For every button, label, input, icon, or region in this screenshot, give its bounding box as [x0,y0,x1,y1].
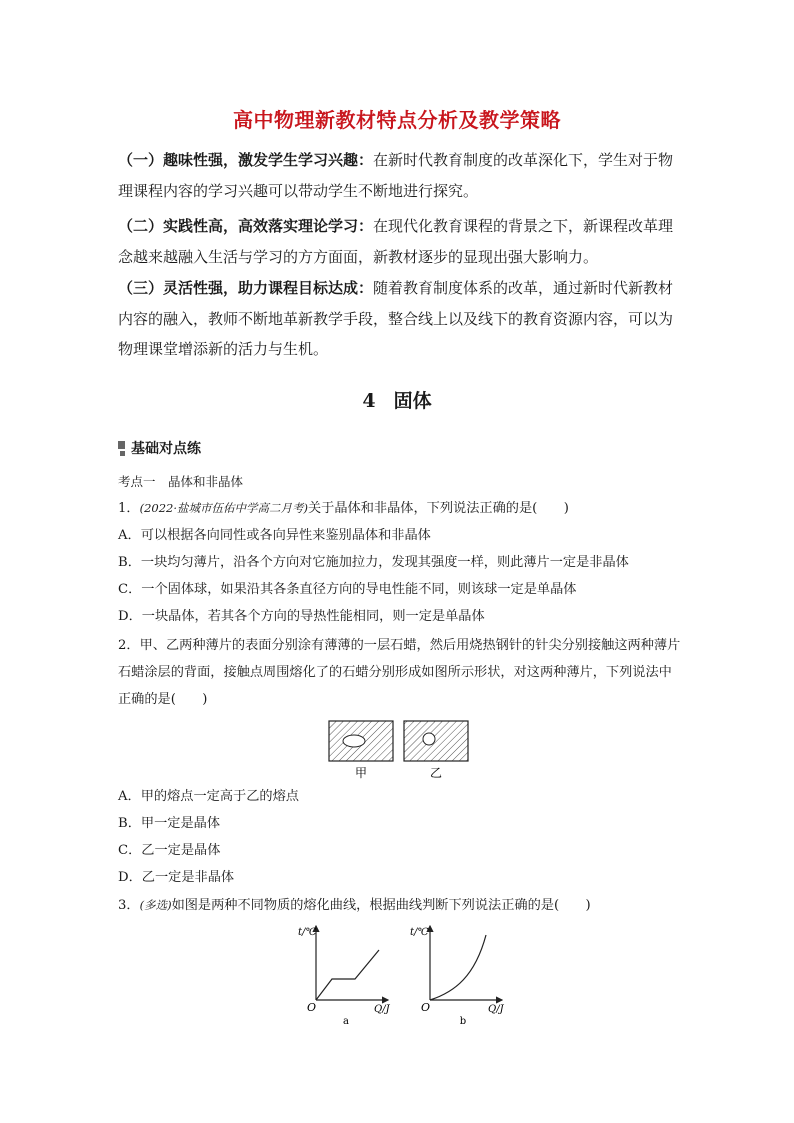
intro-text: 在新时代教育制度的改革深化下，学生对于物理课程内容的学习兴趣可以带动学生不断地进行探究。 [118,151,674,200]
option-b: B．一块均匀薄片，沿各个方向对它施加拉力，发现其强度一样，则此薄片一定是非晶体 [118,555,629,570]
question-tag: (多选) [139,898,172,912]
graph-a-caption: a [343,1016,349,1027]
intro-paragraph-2 [118,211,682,272]
question-3 [118,892,684,919]
wax-melting-figure [325,718,475,784]
section-title [0,386,794,413]
intro-text: 在现代化教育课程的背景之下，新课程改革理念越来越融入生活与学习的方方面面，新教材逐步的显现出强大影响力。 [118,217,674,266]
intro-heading: （三）灵活性强，助力课程目标达成： [118,279,374,297]
graph-b-curve [430,935,486,1000]
graph-a [298,926,391,1027]
intro-text: 随着教育制度体系的改革，通过新时代新教材内容的融入，教师不断地革新教学手段，整合线上以及线下的教育资源内容，可以为物理课堂增添新的活力与生机。 [118,279,674,358]
graph-a-ylabel: t/℃ [298,927,317,938]
graph-b-xlabel: Q/J [488,1004,504,1015]
intro-paragraph-3 [118,273,682,365]
subsection-heading [118,438,201,458]
graph-b [410,926,505,1027]
question-text: 关于晶体和非晶体，下列说法正确的是( ) [307,501,569,516]
question-stem [118,495,684,522]
question-text: 如图是两种不同物质的熔化曲线，根据曲线判断下列说法正确的是( ) [171,898,591,913]
question-2 [118,632,684,713]
section-number: 4 [362,390,376,412]
option-a: A．可以根据各向同性或各向异性来鉴别晶体和非晶体 [118,528,431,543]
option-b: B．甲一定是晶体 [118,816,221,831]
graph-a-xlabel: Q/J [374,1004,390,1015]
question-2-options [118,783,684,891]
graph-b-origin: O [421,1001,431,1014]
label-yi: 乙 [429,766,443,780]
question-number: 1． [118,501,140,516]
question-stem [118,892,684,919]
section-name: 固体 [393,390,432,412]
intro-heading: （一）趣味性强，激发学生学习兴趣： [118,151,374,169]
plate-yi [404,721,468,761]
question-1 [118,468,684,630]
option-c: C．乙一定是晶体 [118,843,221,858]
kaodian-label: 考点一 晶体和非晶体 [118,474,244,489]
melting-curves-figure [280,918,520,1030]
graph-b-ylabel: t/℃ [410,927,429,938]
intro-paragraph-1 [118,145,682,206]
option-d: D．一块晶体，若其各个方向的导热性能相同，则一定是单晶体 [118,609,485,624]
intro-heading: （二）实践性高，高效落实理论学习： [118,217,374,235]
plate-jia [329,721,393,761]
label-jia: 甲 [354,766,368,780]
option-d: D．乙一定是非晶体 [118,870,235,885]
graph-a-curve [316,950,379,1000]
option-a: A．甲的熔点一定高于乙的熔点 [118,789,299,804]
question-number: 3． [118,898,140,913]
question-stem: 2．甲、乙两种薄片的表面分别涂有薄薄的一层石蜡，然后用烧热钢针的针尖分别接触这两种薄片石蜡涂层的背面，接触点周围熔化了的石蜡分别形成如图所示形状，对这两种薄片，下列说法中正确的是( ) [118,638,681,707]
page-title: 高中物理新教材特点分析及教学策略 [233,108,561,132]
question-source: (2022·盐城市伍佑中学高二月考) [139,501,308,515]
heading-marker-icon [118,441,125,456]
option-c: C．一个固体球，如果沿其各条直径方向的导电性能不同，则该球一定是单晶体 [118,582,577,597]
subsection-title: 基础对点练 [131,441,201,457]
graph-a-origin: O [307,1001,317,1014]
graph-b-caption: b [459,1016,467,1027]
